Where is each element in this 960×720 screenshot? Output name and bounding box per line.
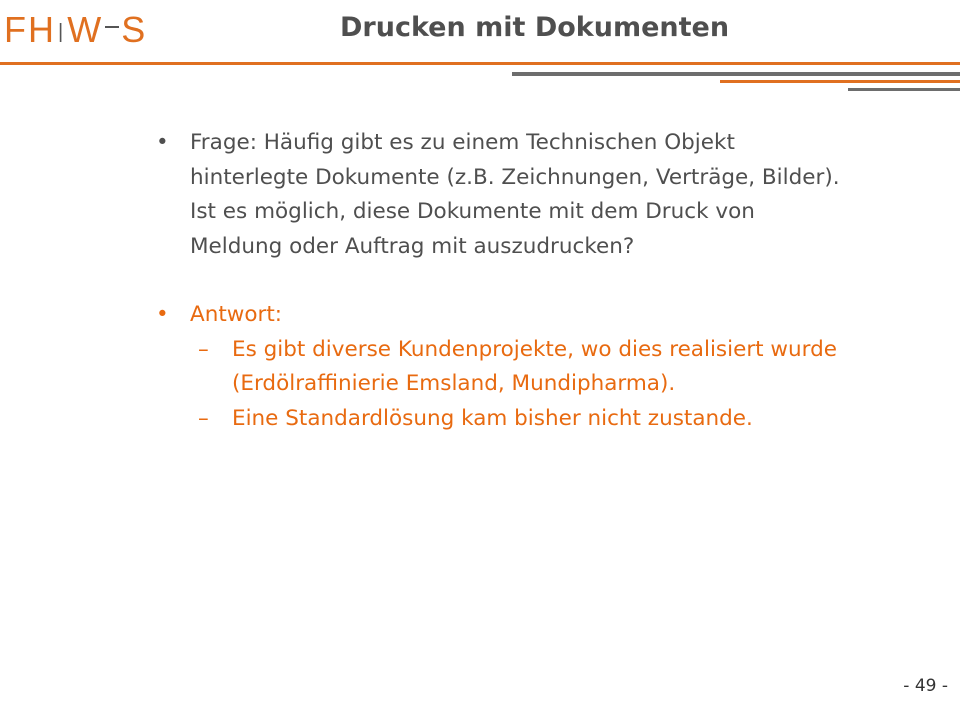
logo-separator: | <box>58 21 66 43</box>
header-rule-orange <box>0 62 960 65</box>
question-bullet <box>150 126 850 264</box>
header-rule-orange-short <box>720 80 960 83</box>
dash-icon: – <box>198 405 209 431</box>
page-number: - 49 - <box>903 676 948 696</box>
bullet-dot-icon: • <box>156 130 169 155</box>
logo-letter-f: F <box>4 9 28 50</box>
answer-item <box>150 402 850 437</box>
slide-content <box>150 126 850 436</box>
header-rule-gray <box>512 72 960 76</box>
answer-item-text: Eine Standardlösung kam bisher nicht zustande. <box>232 405 753 431</box>
dash-icon: – <box>198 336 209 362</box>
header-rule-gray-short <box>848 88 960 91</box>
answer-item-text: Es gibt diverse Kundenprojekte, wo dies realisiert wurde (Erdölraffinierie Emsland, Mundipharma). <box>232 336 837 396</box>
answer-bullet <box>150 298 850 333</box>
logo-letter-h: H <box>28 9 56 50</box>
answer-label: Antwort: <box>190 302 283 327</box>
logo-letter-w: W <box>67 9 104 50</box>
slide-title: Drucken mit Dokumenten <box>340 12 730 43</box>
fhws-logo <box>4 10 164 50</box>
logo-letter-s: S <box>121 9 148 50</box>
answer-item <box>150 333 850 402</box>
question-text: Frage: Häufig gibt es zu einem Technischen Objekt hinterlegte Dokumente (z.B. Zeichnungen, Verträge, Bilder). Ist es möglich, diese Dokumente mit dem Druck von Meldung oder Auftrag mit auszudrucken? <box>190 130 840 259</box>
logo-dash-icon <box>105 26 119 28</box>
bullet-dot-icon: • <box>156 302 169 327</box>
